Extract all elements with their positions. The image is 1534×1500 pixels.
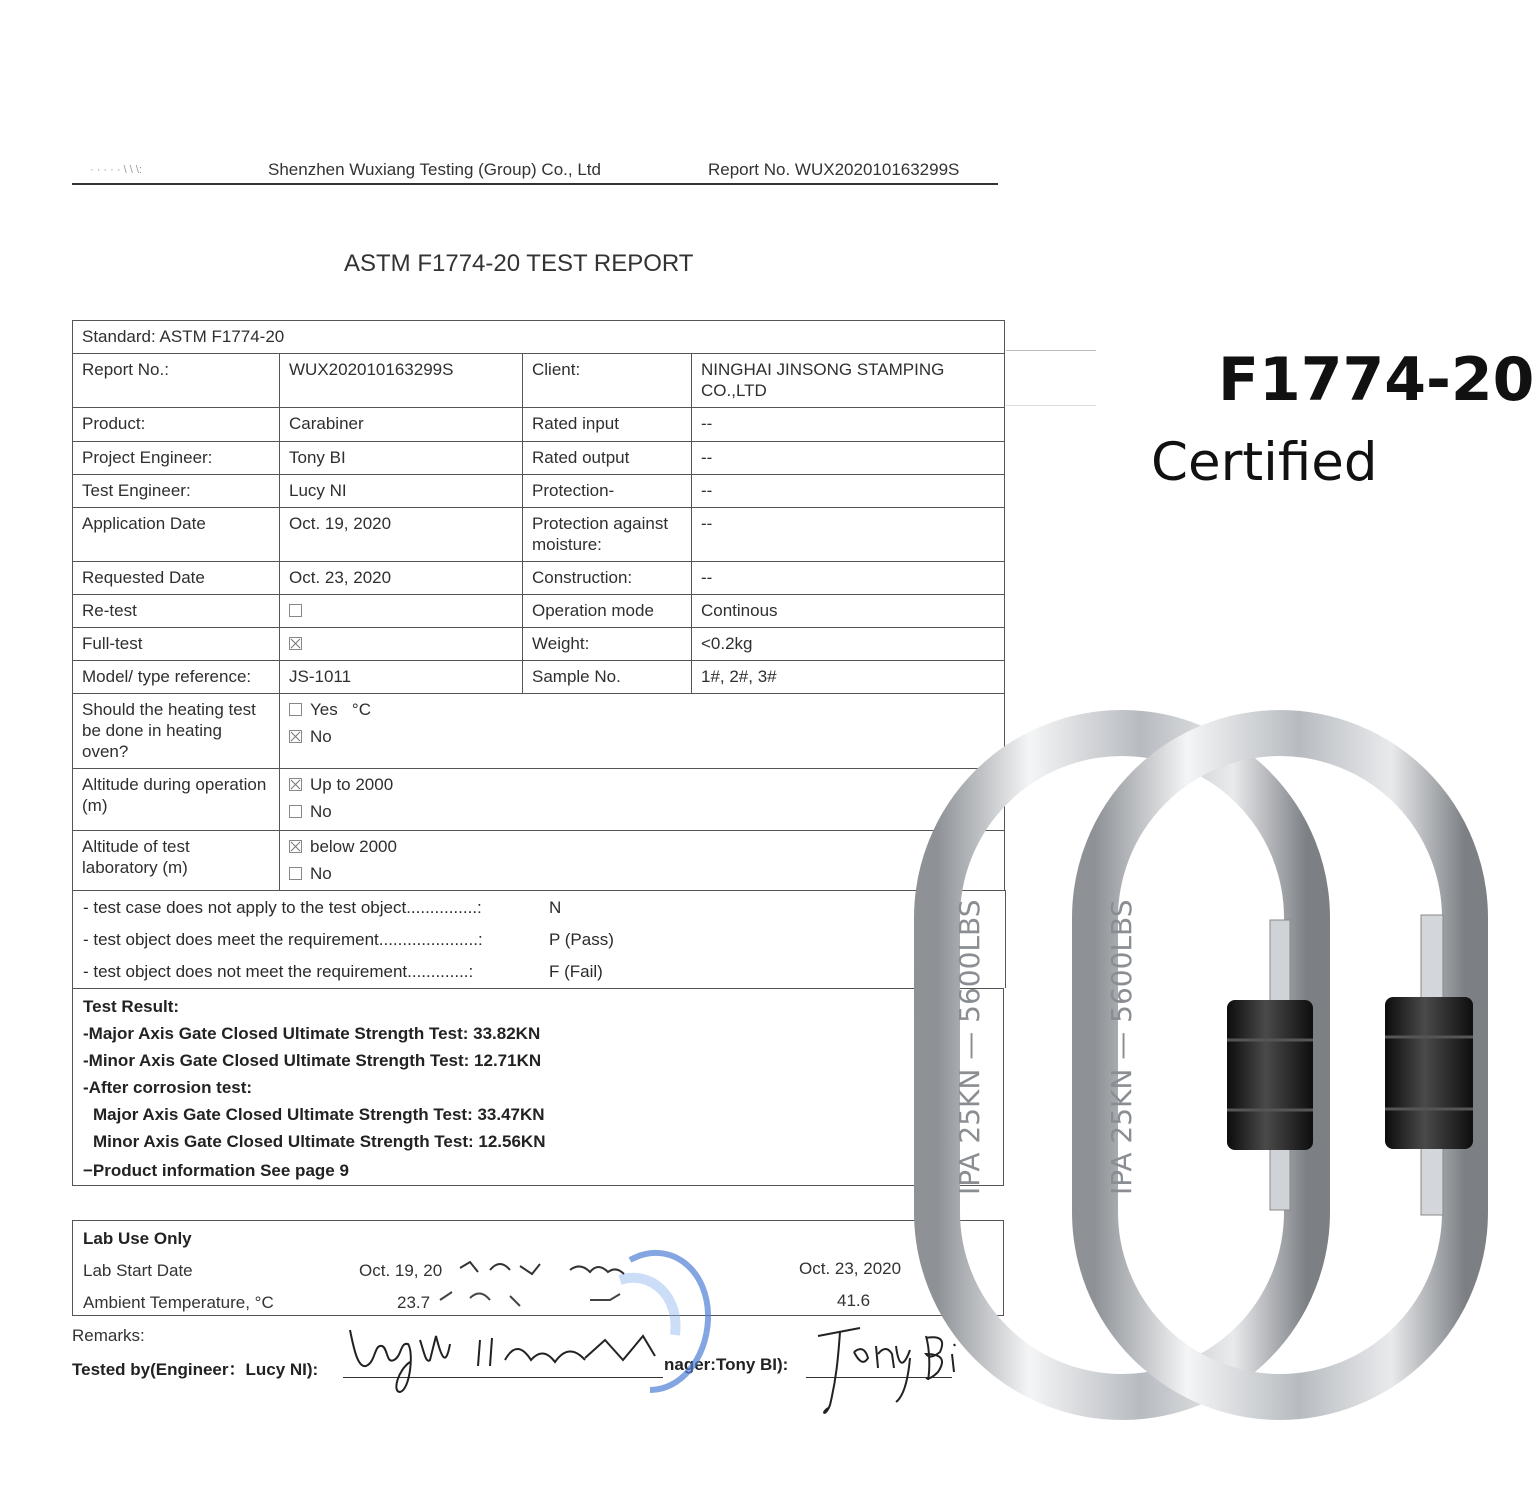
result-minor: -Minor Axis Gate Closed Ultimate Strength Test: 12.71KN	[83, 1051, 542, 1070]
lab-start-value: Oct. 19, 20	[359, 1261, 443, 1280]
value-rated-input: --	[692, 408, 1005, 442]
lab-end-value: Oct. 23, 2020	[799, 1259, 902, 1278]
header-report-no: Report No. WUX202010163299S	[708, 160, 960, 179]
altitude-lab-opt1: below 2000	[310, 837, 397, 856]
value-construction: --	[692, 562, 1005, 595]
verdict-legend	[72, 890, 1006, 988]
label-project-engineer: Project Engineer:	[73, 442, 280, 475]
lab-start-label: Lab Start Date	[83, 1261, 193, 1280]
value-report-no: WUX202010163299S	[280, 354, 523, 408]
result-heading: Test Result:	[83, 997, 180, 1016]
value-protection: --	[692, 475, 1005, 508]
label-rated-input: Rated input	[523, 408, 692, 442]
header-company: Shenzhen Wuxiang Testing (Group) Co., Ltd	[268, 160, 601, 179]
value-moisture: --	[692, 508, 1005, 562]
value-operation-mode: Continous	[692, 595, 1005, 628]
label-client: Client:	[523, 354, 692, 408]
label-requested-date: Requested Date	[73, 562, 280, 595]
legend-fail-code: F (Fail)	[549, 962, 603, 981]
altitude-op-checked-icon	[289, 778, 302, 791]
heating-options	[280, 694, 1005, 769]
legend-fail: - test object does not meet the requirement.............:	[83, 962, 474, 981]
value-sample-no: 1#, 2#, 3#	[692, 661, 1005, 694]
label-weight: Weight:	[523, 628, 692, 661]
value-project-engineer: Tony BI	[280, 442, 523, 475]
label-heating: Should the heating test be done in heating oven?	[73, 694, 280, 769]
certification-code: F1774-20	[1218, 345, 1534, 415]
label-construction: Construction:	[523, 562, 692, 595]
altitude-op-checkbox-icon	[289, 805, 302, 818]
full-test-checked-icon	[289, 637, 302, 650]
label-moisture: Protection against moisture:	[523, 508, 692, 562]
altitude-op-opt2: No	[310, 802, 332, 821]
label-operation-mode: Operation mode	[523, 595, 692, 628]
heating-yes-label: Yes °C	[310, 700, 371, 719]
lab-temp-end: 41.6	[837, 1291, 871, 1310]
label-rated-output: Rated output	[523, 442, 692, 475]
header-rule	[72, 183, 998, 185]
re-test-checkbox-icon	[289, 604, 302, 617]
carabiners-image	[925, 725, 1495, 1415]
label-altitude-lab: Altitude of test laboratory (m)	[73, 831, 280, 891]
label-protection: Protection-	[523, 475, 692, 508]
result-corrosion-minor: Minor Axis Gate Closed Ultimate Strength Test: 12.56KN	[93, 1132, 546, 1151]
carabiner-back-rating: IPA 25KN — 5600LBS	[953, 899, 986, 1195]
altitude-op-opt1: Up to 2000	[310, 775, 394, 794]
engineer-signature	[350, 1330, 655, 1392]
altitude-lab-options	[280, 831, 1005, 891]
heating-yes-checkbox-icon	[289, 703, 302, 716]
value-client: NINGHAI JINSONG STAMPING CO.,LTD	[692, 354, 1005, 408]
legend-pass-code: P (Pass)	[549, 930, 614, 949]
legend-na-code: N	[549, 898, 562, 917]
remarks-label: Remarks:	[72, 1326, 145, 1345]
legend-na: - test case does not apply to the test object...............:	[83, 898, 482, 917]
blue-stamp-icon	[440, 1253, 708, 1390]
label-product: Product:	[73, 408, 280, 442]
result-major: -Major Axis Gate Closed Ultimate Strength Test: 33.82KN	[83, 1024, 541, 1043]
label-sample-no: Sample No.	[523, 661, 692, 694]
header-scribble: · · · · · \ \ \:	[90, 164, 142, 176]
value-application-date: Oct. 19, 2020	[280, 508, 523, 562]
heating-no-checked-icon	[289, 730, 302, 743]
label-application-date: Application Date	[73, 508, 280, 562]
value-rated-output: --	[692, 442, 1005, 475]
report-title: ASTM F1774-20 TEST REPORT	[344, 250, 694, 277]
label-altitude-operation: Altitude during operation (m)	[73, 769, 280, 831]
faded-table-edge	[1006, 350, 1096, 406]
label-re-test: Re-test	[73, 595, 280, 628]
certification-label: Certified	[1151, 432, 1378, 493]
value-model: JS-1011	[280, 661, 523, 694]
manager-label: nager:Tony BI):	[664, 1355, 789, 1374]
stamp-and-signatures	[330, 1240, 970, 1430]
result-corrosion-heading: -After corrosion test:	[83, 1078, 253, 1097]
legend-pass: - test object does meet the requirement.....................:	[83, 930, 483, 949]
tested-by-label: Tested by(Engineer：Lucy NI):	[72, 1360, 319, 1379]
altitude-lab-checked-icon	[289, 840, 302, 853]
result-corrosion-major: Major Axis Gate Closed Ultimate Strength Test: 33.47KN	[93, 1105, 545, 1124]
label-model: Model/ type reference:	[73, 661, 280, 694]
label-test-engineer: Test Engineer:	[73, 475, 280, 508]
lab-temp-label: Ambient Temperature, °C	[83, 1293, 274, 1312]
value-weight: <0.2kg	[692, 628, 1005, 661]
report-table	[72, 320, 1005, 891]
value-product: Carabiner	[280, 408, 523, 442]
carabiner-front-rating: IPA 25KN — 5600LBS	[1105, 899, 1138, 1195]
value-requested-date: Oct. 23, 2020	[280, 562, 523, 595]
test-result-box	[72, 988, 1004, 1186]
value-re-test	[280, 595, 523, 628]
standard-cell: Standard: ASTM F1774-20	[73, 321, 1005, 354]
lab-temp-start: 23.7	[397, 1293, 431, 1312]
altitude-operation-options	[280, 769, 1005, 831]
value-full-test	[280, 628, 523, 661]
altitude-lab-checkbox-icon	[289, 867, 302, 880]
result-product-info: −Product information See page 9	[83, 1161, 349, 1180]
altitude-lab-opt2: No	[310, 864, 332, 883]
label-report-no: Report No.:	[73, 354, 280, 408]
heating-no-label: No	[310, 727, 332, 746]
label-full-test: Full-test	[73, 628, 280, 661]
value-test-engineer: Lucy NI	[280, 475, 523, 508]
lab-heading: Lab Use Only	[83, 1229, 192, 1248]
